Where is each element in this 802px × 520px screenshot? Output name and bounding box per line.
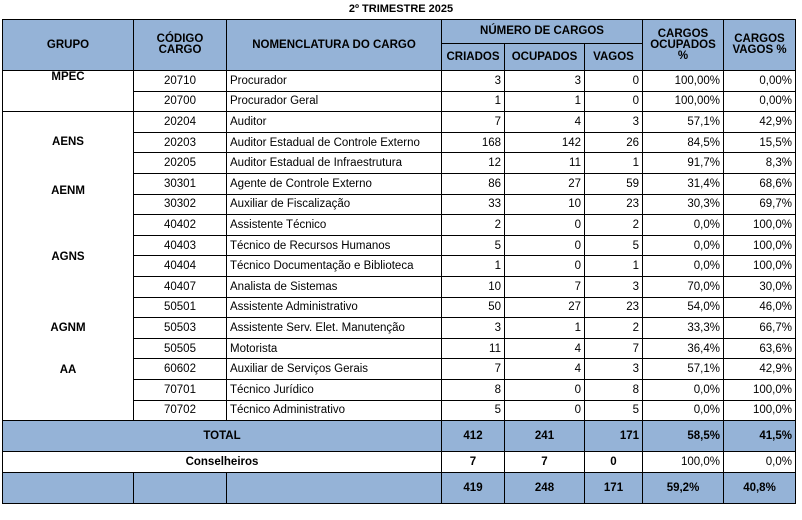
- pct-ocupados-value: 0,0%: [643, 235, 724, 256]
- criados-value: 3: [442, 318, 505, 339]
- cargos-table: [2, 19, 796, 504]
- vagos-value: 26: [585, 132, 643, 153]
- conselheiros-vagos: 0: [585, 452, 643, 473]
- cargo-name: Motorista: [227, 338, 442, 359]
- vagos-value: 2: [585, 215, 643, 236]
- pct-ocupados-value: 57,1%: [643, 112, 724, 133]
- criados-value: 11: [442, 338, 505, 359]
- grand-total-pct-ocupados: 59,2%: [643, 473, 724, 504]
- header-grupo: GRUPO: [3, 20, 134, 71]
- criados-value: 86: [442, 173, 505, 194]
- grand-total-criados: 419: [442, 473, 505, 504]
- cargo-code: 40403: [134, 235, 227, 256]
- vagos-value: 5: [585, 400, 643, 421]
- vagos-value: 0: [585, 71, 643, 92]
- ocupados-value: 1: [505, 91, 585, 112]
- total-row: [3, 421, 796, 452]
- group-label-aens: AENS: [52, 136, 84, 149]
- ocupados-value: 10: [505, 194, 585, 215]
- conselheiros-criados: 7: [442, 452, 505, 473]
- cargo-name: Assistente Administrativo: [227, 297, 442, 318]
- vagos-value: 1: [585, 153, 643, 174]
- cargo-name: Agente de Controle Externo: [227, 173, 442, 194]
- cargo-code: 20204: [134, 112, 227, 133]
- ocupados-value: 27: [505, 297, 585, 318]
- cargo-name: Técnico Jurídico: [227, 379, 442, 400]
- criados-value: 7: [442, 112, 505, 133]
- vagos-value: 7: [585, 338, 643, 359]
- pct-vagos-value: 68,6%: [724, 173, 796, 194]
- cargo-name: Analista de Sistemas: [227, 276, 442, 297]
- pct-vagos-value: 0,00%: [724, 91, 796, 112]
- pct-ocupados-value: 31,4%: [643, 173, 724, 194]
- pct-vagos-value: 69,7%: [724, 194, 796, 215]
- ocupados-value: 0: [505, 379, 585, 400]
- pct-ocupados-value: 36,4%: [643, 338, 724, 359]
- group-label-aenm: AENM: [51, 185, 85, 198]
- criados-value: 10: [442, 276, 505, 297]
- table-row: [3, 91, 796, 112]
- vagos-value: 1: [585, 256, 643, 277]
- group-label-agnm: AGNM: [50, 322, 86, 335]
- pct-vagos-value: 42,9%: [724, 359, 796, 380]
- total-vagos: 171: [585, 421, 643, 452]
- group-cell-empty: [3, 91, 134, 112]
- cargo-name: Técnico Documentação e Biblioteca: [227, 256, 442, 277]
- ocupados-value: 4: [505, 359, 585, 380]
- pct-ocupados-value: 84,5%: [643, 132, 724, 153]
- cargo-name: Técnico de Recursos Humanos: [227, 235, 442, 256]
- ocupados-value: 0: [505, 215, 585, 236]
- criados-value: 33: [442, 194, 505, 215]
- pct-ocupados-value: 54,0%: [643, 297, 724, 318]
- criados-value: 5: [442, 235, 505, 256]
- group-label-agns: AGNS: [51, 251, 85, 264]
- total-pct-ocupados: 58,5%: [643, 421, 724, 452]
- cargo-code: 20710: [134, 71, 227, 92]
- cargo-code: 20700: [134, 91, 227, 112]
- pct-vagos-value: 15,5%: [724, 132, 796, 153]
- cargo-name: Assistente Técnico: [227, 215, 442, 236]
- grand-total-empty-cell: [3, 473, 134, 504]
- ocupados-value: 4: [505, 112, 585, 133]
- report-title: 2º TRIMESTRE 2025: [348, 3, 454, 15]
- criados-value: 8: [442, 379, 505, 400]
- vagos-value: 3: [585, 359, 643, 380]
- cargo-code: 50503: [134, 318, 227, 339]
- grand-total-ocupados: 248: [505, 473, 585, 504]
- pct-vagos-value: 100,0%: [724, 400, 796, 421]
- pct-ocupados-value: 0,0%: [643, 256, 724, 277]
- vagos-value: 0: [585, 91, 643, 112]
- criados-value: 5: [442, 400, 505, 421]
- cargo-code: 30301: [134, 173, 227, 194]
- pct-vagos-value: 63,6%: [724, 338, 796, 359]
- criados-value: 1: [442, 91, 505, 112]
- ocupados-value: 0: [505, 400, 585, 421]
- total-ocupados: 241: [505, 421, 585, 452]
- group-labels-column: [3, 112, 134, 421]
- total-criados: 412: [442, 421, 505, 452]
- cargo-code: 40407: [134, 276, 227, 297]
- cargo-code: 60602: [134, 359, 227, 380]
- cargo-code: 40402: [134, 215, 227, 236]
- criados-value: 7: [442, 359, 505, 380]
- pct-ocupados-value: 33,3%: [643, 318, 724, 339]
- pct-ocupados-value: 91,7%: [643, 153, 724, 174]
- cargo-name: Técnico Administrativo: [227, 400, 442, 421]
- cargo-name: Auditor Estadual de Controle Externo: [227, 132, 442, 153]
- ocupados-value: 3: [505, 71, 585, 92]
- criados-value: 2: [442, 215, 505, 236]
- header-codigo: CÓDIGO CARGO: [134, 20, 227, 71]
- cargo-name: Auditor: [227, 112, 442, 133]
- cargo-code: 30302: [134, 194, 227, 215]
- ocupados-value: 1: [505, 318, 585, 339]
- cargo-name: Auditor Estadual de Infraestrutura: [227, 153, 442, 174]
- grand-total-empty-cell: [134, 473, 227, 504]
- group-label-aa: AA: [59, 364, 77, 377]
- pct-vagos-value: 8,3%: [724, 153, 796, 174]
- criados-value: 168: [442, 132, 505, 153]
- cargo-name: Auxiliar de Serviços Gerais: [227, 359, 442, 380]
- pct-ocupados-value: 0,0%: [643, 400, 724, 421]
- pct-ocupados-value: 100,00%: [643, 91, 724, 112]
- criados-value: 3: [442, 71, 505, 92]
- ocupados-value: 0: [505, 256, 585, 277]
- total-pct-vagos: 41,5%: [724, 421, 796, 452]
- pct-vagos-value: 100,0%: [724, 215, 796, 236]
- table-row: [3, 112, 796, 133]
- pct-ocupados-value: 30,3%: [643, 194, 724, 215]
- criados-value: 50: [442, 297, 505, 318]
- header-criados: CRIADOS: [442, 44, 505, 71]
- grand-total-vagos: 171: [585, 473, 643, 504]
- conselheiros-ocupados: 7: [505, 452, 585, 473]
- pct-vagos-value: 30,0%: [724, 276, 796, 297]
- header-vagos: VAGOS: [585, 44, 643, 71]
- cargo-code: 40404: [134, 256, 227, 277]
- pct-vagos-value: 46,0%: [724, 297, 796, 318]
- header-pct-vagos: CARGOS VAGOS %: [724, 20, 796, 71]
- vagos-value: 2: [585, 318, 643, 339]
- vagos-value: 23: [585, 297, 643, 318]
- header-numero-cargos: NÚMERO DE CARGOS: [442, 20, 643, 44]
- total-label: TOTAL: [3, 421, 442, 452]
- vagos-value: 3: [585, 112, 643, 133]
- ocupados-value: 4: [505, 338, 585, 359]
- cargo-code: 20205: [134, 153, 227, 174]
- pct-vagos-value: 100,0%: [724, 379, 796, 400]
- ocupados-value: 27: [505, 173, 585, 194]
- pct-ocupados-value: 57,1%: [643, 359, 724, 380]
- pct-ocupados-value: 0,0%: [643, 379, 724, 400]
- header-ocupados: OCUPADOS: [505, 44, 585, 71]
- ocupados-value: 7: [505, 276, 585, 297]
- pct-ocupados-value: 100,00%: [643, 71, 724, 92]
- grand-total-empty-cell: [227, 473, 442, 504]
- cargo-code: 20203: [134, 132, 227, 153]
- criados-value: 12: [442, 153, 505, 174]
- header-pct-ocupados: CARGOS OCUPADOS %: [643, 20, 724, 71]
- cargo-code: 70702: [134, 400, 227, 421]
- conselheiros-pct-vagos: 0,0%: [724, 452, 796, 473]
- ocupados-value: 142: [505, 132, 585, 153]
- vagos-value: 23: [585, 194, 643, 215]
- group-label-mpec: MPEC: [3, 71, 134, 92]
- cargo-name: Assistente Serv. Elet. Manutenção: [227, 318, 442, 339]
- pct-ocupados-value: 70,0%: [643, 276, 724, 297]
- pct-vagos-value: 66,7%: [724, 318, 796, 339]
- pct-vagos-value: 100,0%: [724, 256, 796, 277]
- ocupados-value: 0: [505, 235, 585, 256]
- cargo-name: Auxiliar de Fiscalização: [227, 194, 442, 215]
- vagos-value: 5: [585, 235, 643, 256]
- pct-vagos-value: 100,0%: [724, 235, 796, 256]
- grand-total-pct-vagos: 40,8%: [724, 473, 796, 504]
- criados-value: 1: [442, 256, 505, 277]
- header-nomenclatura: NOMENCLATURA DO CARGO: [227, 20, 442, 71]
- cargo-name: Procurador: [227, 71, 442, 92]
- cargo-code: 50501: [134, 297, 227, 318]
- conselheiros-label: Conselheiros: [3, 452, 442, 473]
- vagos-value: 59: [585, 173, 643, 194]
- cargo-code: 70701: [134, 379, 227, 400]
- conselheiros-pct-ocupados: 100,0%: [643, 452, 724, 473]
- vagos-value: 3: [585, 276, 643, 297]
- pct-ocupados-value: 0,0%: [643, 215, 724, 236]
- pct-vagos-value: 0,00%: [724, 71, 796, 92]
- cargo-code: 50505: [134, 338, 227, 359]
- table-row: [3, 71, 796, 92]
- pct-vagos-value: 42,9%: [724, 112, 796, 133]
- conselheiros-row: [3, 452, 796, 473]
- cargo-name: Procurador Geral: [227, 91, 442, 112]
- grand-total-row: [3, 473, 796, 504]
- ocupados-value: 11: [505, 153, 585, 174]
- vagos-value: 8: [585, 379, 643, 400]
